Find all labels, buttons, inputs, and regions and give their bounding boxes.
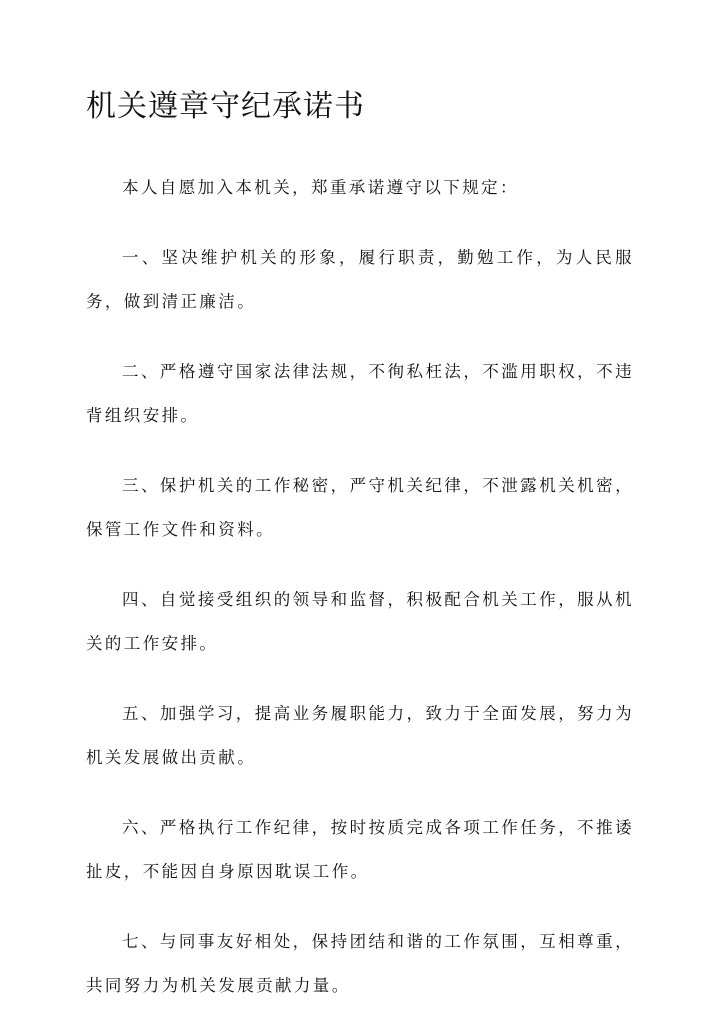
paragraph-item-5: 五、加强学习，提高业务履职能力，致力于全面发展，努力为机关发展做出贡献。 [86, 704, 634, 767]
paragraph-item-4: 四、自觉接受组织的领导和监督，积极配合机关工作，服从机关的工作安排。 [86, 590, 634, 653]
paragraph-intro: 本人自愿加入本机关，郑重承诺遵守以下规定： [122, 178, 519, 197]
document-title: 机关遵章守纪承诺书 [86, 89, 365, 124]
paragraph-item-3: 三、保护机关的工作秘密，严守机关纪律，不泄露机关机密，保管工作文件和资料。 [86, 476, 634, 539]
paragraph-item-2: 二、严格遵守国家法律法规，不徇私枉法，不滥用职权，不违背组织安排。 [86, 362, 634, 425]
document-body [86, 166, 634, 1034]
paragraph-item-7: 七、与同事友好相处，保持团结和谐的工作氛围，互相尊重，共同努力为机关发展贡献力量。 [86, 932, 634, 995]
paragraph-item-1: 一、坚决维护机关的形象，履行职责，勤勉工作，为人民服务，做到清正廉洁。 [86, 248, 634, 311]
paragraph-item-6: 六、严格执行工作纪律，按时按质完成各项工作任务，不推诿扯皮，不能因自身原因耽误工作。 [86, 818, 634, 881]
